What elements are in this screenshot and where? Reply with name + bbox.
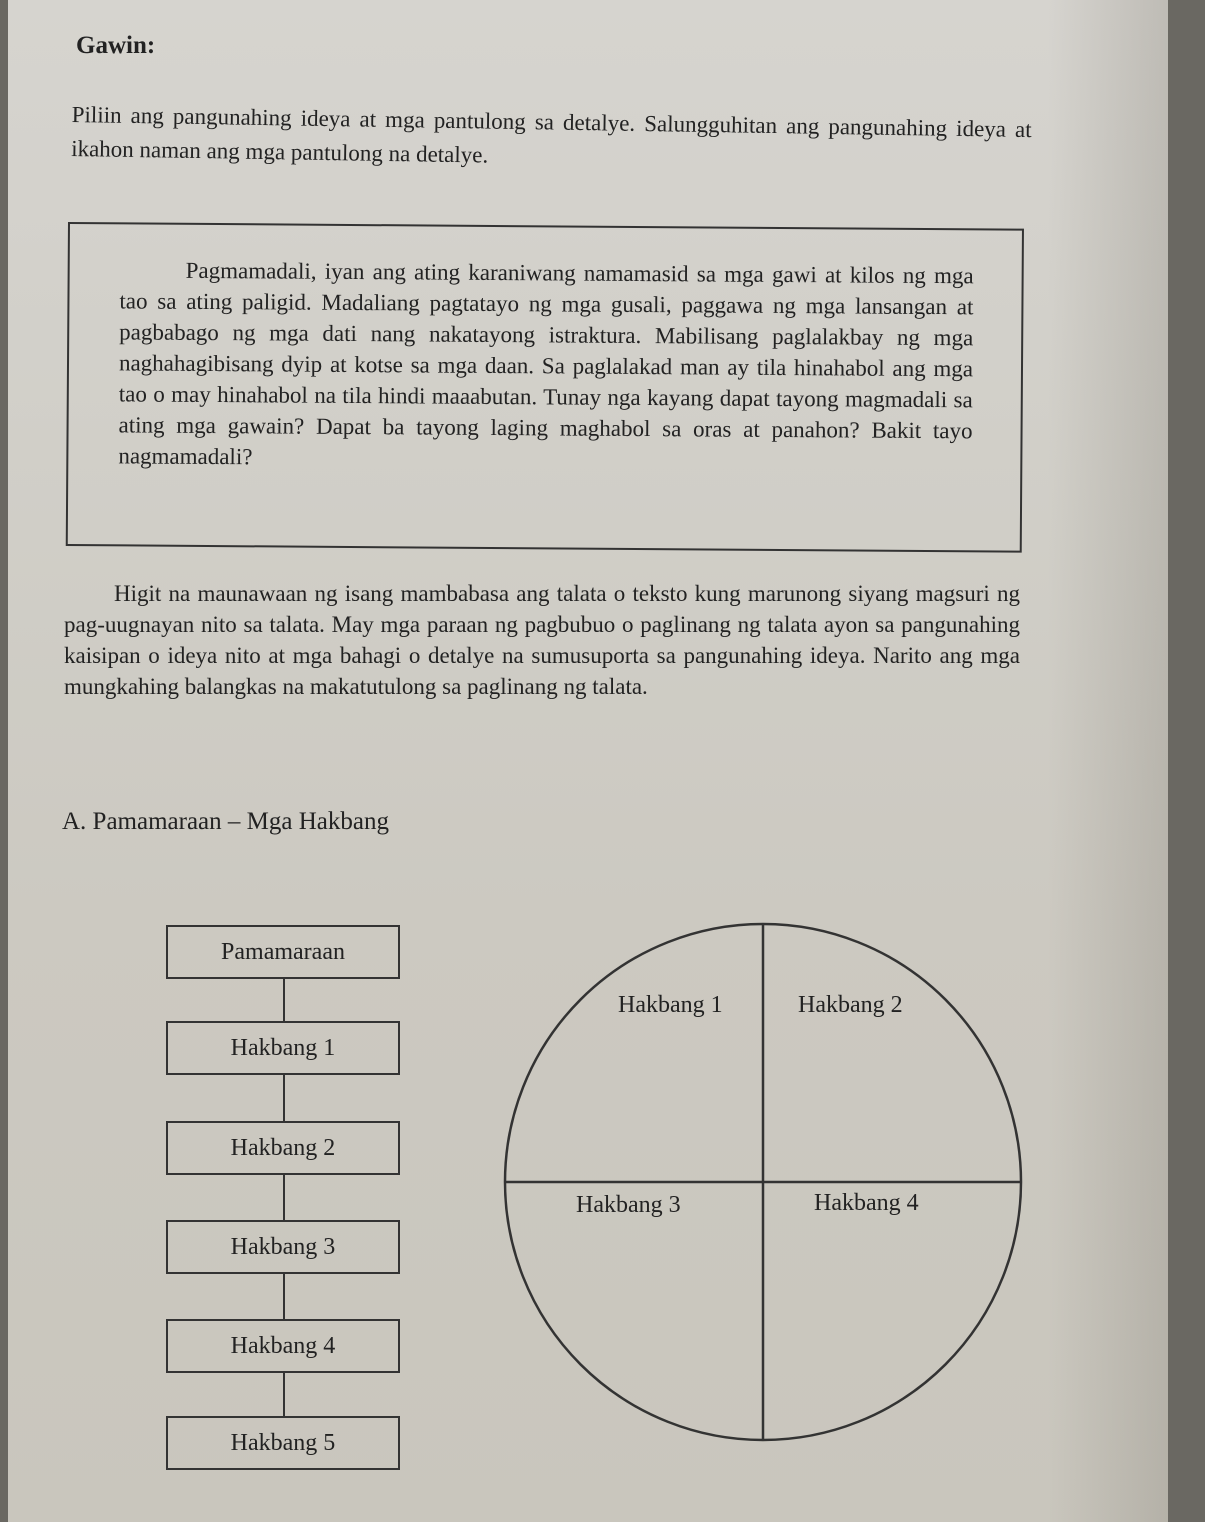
flowchart-step-3: Hakbang 3 (166, 1220, 400, 1274)
flowchart-connector (283, 1274, 285, 1319)
passage-box (66, 222, 1024, 553)
circle-quadrant-3-label: Hakbang 3 (576, 1192, 681, 1218)
flowchart-step-4: Hakbang 4 (166, 1319, 400, 1373)
gawin-heading: Gawin: (76, 32, 156, 59)
circle-quadrant-2-label: Hakbang 2 (798, 992, 903, 1018)
flowchart-step-5: Hakbang 5 (166, 1416, 400, 1470)
flowchart-connector (283, 1075, 285, 1121)
circle-quadrant-1-label: Hakbang 1 (618, 992, 723, 1018)
circle-diagram (488, 920, 1048, 1460)
explanation-paragraph: Higit na maunawaan ng isang mambabasa ang talata o teksto kung marunong siyang magsuri ng pag-uugnayan nito sa talata. May mga paraan ng pagbubuo o paglinang ng talata ayon sa pangunahing kaisipan o ideya nito at mga bahagi o detalye na sumusuporta sa pangunahing ideya. Narito ang mga mungkahing balangkas na makatutulong sa paglinang ng talata. (64, 581, 1020, 699)
flowchart-connector (283, 1373, 285, 1416)
passage-text: Pagmamadali, iyan ang ating karaniwang namamasid sa mga gawi at kilos ng mga tao sa ating paligid. Madaliang pagtatayo ng mga gusali, paggawa ng mga lansangan at pagbabago ng mga dati nang nakatayong istraktura. Mabilisang paglalakbay ng mga naghahagibisang dyip at kotse sa mga daan. Sa paglalakad man ay tila hinahabol ang mga tao o may hinahabol na tila hindi maaabutan. Tunay nga kayang dapat tayong magmadali sa ating mga gawain? Dapat ba tayong laging maghabol sa oras at panahon? Bakit tayo nagmamadali? (118, 257, 974, 470)
flowchart-step-2: Hakbang 2 (166, 1121, 400, 1175)
worksheet-page (8, 0, 1168, 1522)
flowchart-connector (283, 1175, 285, 1220)
flowchart-connector (283, 979, 285, 1021)
section-a-heading: A. Pamamaraan – Mga Hakbang (62, 808, 389, 835)
instruction-text: Piliin ang pangunahing ideya at mga pantulong sa detalye. Salungguhitan ang pangunahing ideya at ikahon naman ang mga pantulong na detalye. (71, 101, 1032, 168)
flowchart-step-1: Hakbang 1 (166, 1021, 400, 1075)
circle-quadrant-4-label: Hakbang 4 (814, 1190, 919, 1216)
flowchart-top-box: Pamamaraan (166, 925, 400, 979)
